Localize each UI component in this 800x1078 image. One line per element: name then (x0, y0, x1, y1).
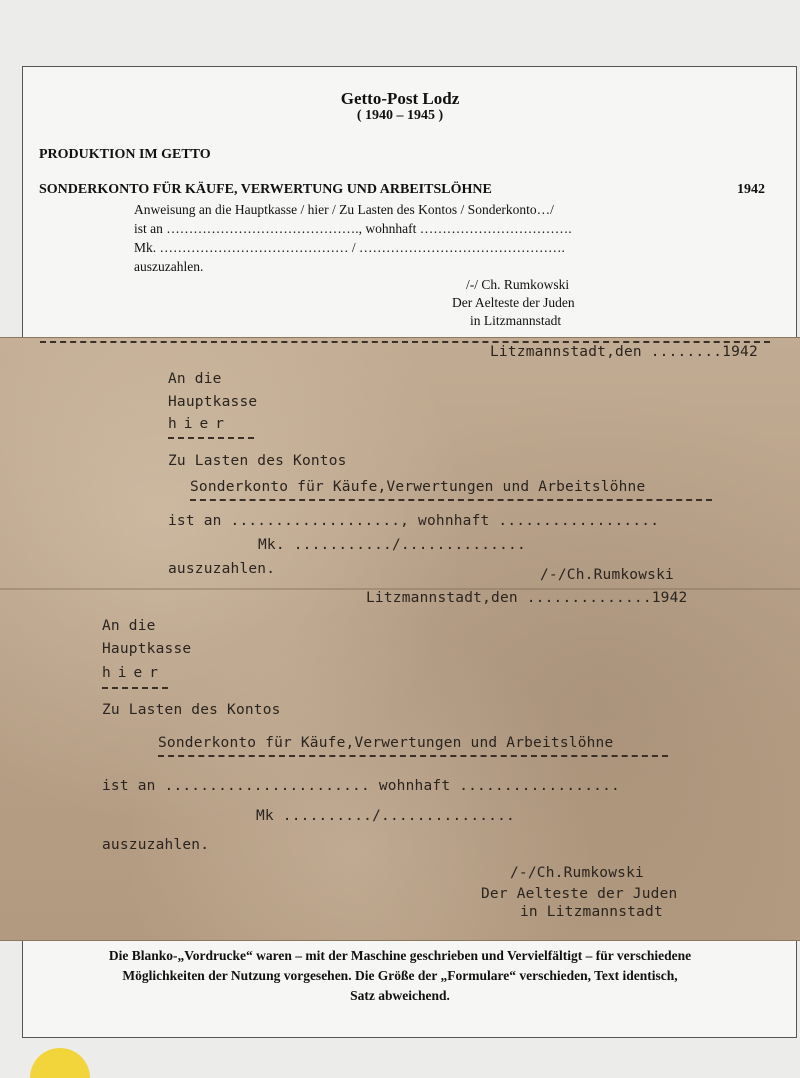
top-perforation (40, 341, 770, 343)
form1-to-line-1: An die (168, 371, 222, 387)
form1-payout: auszuzahlen. (168, 561, 276, 577)
transcript-signature-title: Der Aelteste der Juden (452, 295, 575, 310)
page-title: Getto-Post Lodz (340, 89, 460, 108)
form2-account: Sonderkonto für Käufe,Verwertungen und Arbeitslöhne (158, 735, 614, 751)
form2-account-underline (158, 755, 668, 757)
transcript-line-1: Anweisung an die Hauptkasse / hier / Zu Lasten des Kontos / Sonderkonto…/ (134, 202, 554, 217)
form2-payout: auszuzahlen. (102, 837, 210, 853)
caption (0, 946, 800, 1006)
transcript-line-3: Mk. …………………………………… / ………………………………………. (134, 240, 565, 255)
caption-line-2: Möglichkeiten der Nutzung vorgesehen. Die Größe der „Formulare“ verschieden, Text identisch, (122, 968, 678, 983)
form2-amount: Mk ........../............... (256, 808, 515, 824)
transcript-signature: /-/ Ch. Rumkowski (466, 277, 570, 292)
transcript-signature-place: in Litzmannstadt (470, 313, 562, 328)
caption-line-1: Die Blanko-„Vordrucke“ waren – mit der Maschine geschrieben und Vervielfältigt – für verschiedene (108, 948, 692, 963)
transcript-line-4: auszuzahlen. (134, 259, 204, 274)
form1-place-date: Litzmannstadt,den ........1942 (490, 344, 758, 360)
form2-payee: ist an ....................... wohnhaft .................. (102, 778, 620, 794)
form2-hier-underline (102, 687, 168, 689)
form1-to-line-2: Hauptkasse (168, 394, 258, 410)
subject-year: 1942 (737, 182, 765, 197)
form1-charge: Zu Lasten des Kontos (168, 453, 347, 469)
form1-to-line-3: hier (168, 416, 231, 432)
form1-hier-underline (168, 437, 254, 439)
form1-payee: ist an ..................., wohnhaft .................. (168, 513, 660, 529)
form2-signature: /-/Ch.Rumkowski (510, 865, 644, 881)
form2-signature-place: in Litzmannstadt (520, 904, 663, 920)
section-heading: PRODUKTION IM GETTO (39, 147, 211, 162)
form1-signature: /-/Ch.Rumkowski (540, 567, 674, 583)
form1-account-underline (190, 499, 712, 501)
transcript-line-2: ist an ……………………………………., wohnhaft ……………………………. (134, 221, 572, 236)
caption-line-3: Satz abweichend. (350, 988, 450, 1003)
typewritten-document (0, 337, 800, 941)
form2-to-line-2: Hauptkasse (102, 641, 192, 657)
form2-to-line-3: hier (102, 665, 165, 681)
form1-account: Sonderkonto für Käufe,Verwertungen und Arbeitslöhne (190, 479, 646, 495)
form2-place-date: Litzmannstadt,den ..............1942 (366, 590, 688, 606)
form2-charge: Zu Lasten des Kontos (102, 702, 281, 718)
form2-to-line-1: An die (102, 618, 156, 634)
form1-amount: Mk. .........../.............. (258, 537, 526, 553)
form2-signature-title: Der Aelteste der Juden (481, 886, 678, 902)
subject-heading: SONDERKONTO FÜR KÄUFE, VERWERTUNG UND ARBEITSLÖHNE (39, 182, 492, 197)
corner-sticker (30, 1048, 90, 1078)
page-years: ( 1940 – 1945 ) (356, 108, 444, 123)
